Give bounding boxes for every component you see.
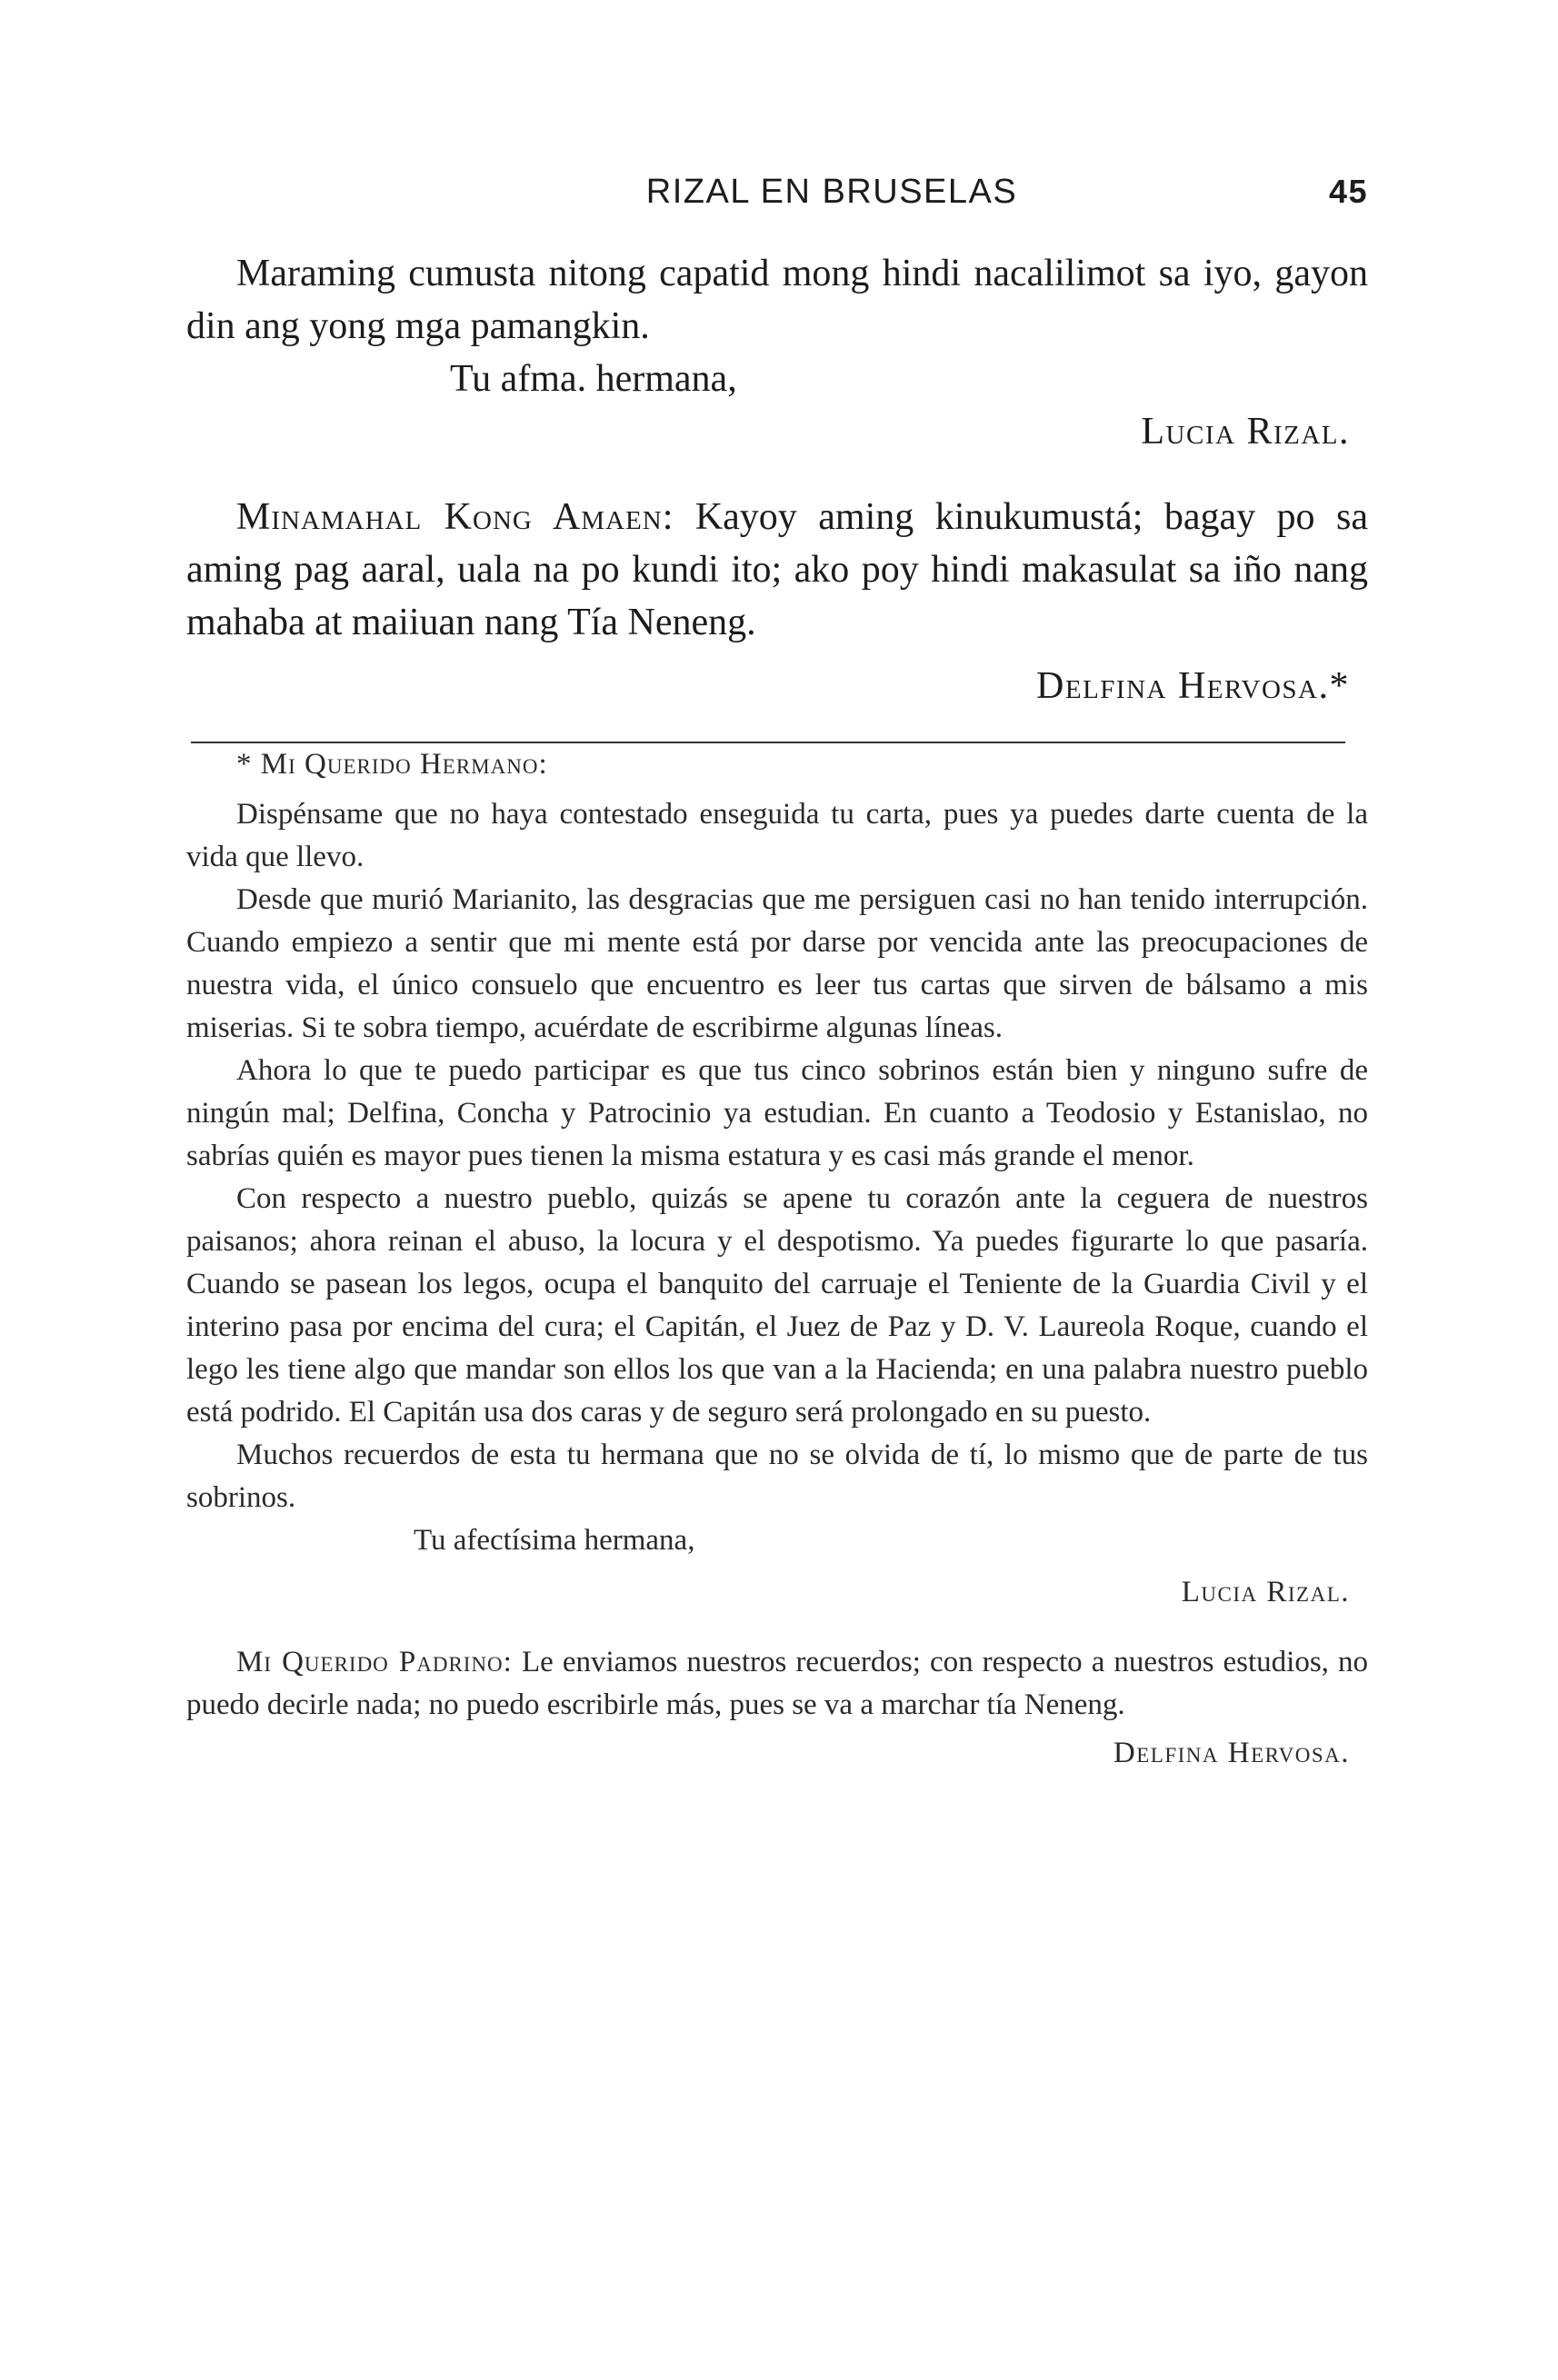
footnote-paragraph: Desde que murió Marianito, las desgracias que me persiguen casi no han tenido interrupción. Cuando empiezo a sentir que mi mente está por darse por vencida ante las preocupaciones de nuestra vida, el único consuelo que encuentro es leer tus cartas que sirven de bálsamo a mis miserias. Si te sobra tiempo, acuérdate de escribirme algunas líneas. [186,883,1368,1044]
footnote-paragraph: Con respecto a nuestro pueblo, quizás se apene tu corazón ante la ceguera de nuestros paisanos; ahora reinan el abuso, la locura y el despotismo. Ya puedes figurarte lo que pasaría. Cuando se pasean los legos, ocupa el banquito del carruaje el Teniente de la Guardia Civil y el interino pasa por encima del cura; el Capitán, el Juez de Paz y D. V. Laureola Roque, cuando el lego les tiene algo que mandar son ellos los que van a la Hacienda; en una palabra nuestro pueblo está podrido. El Capitán usa dos caras y de seguro será prolongado en su puesto. [186,1182,1368,1429]
footnote-paragraph: Dispénsame que no haya contestado enseguida tu carta, pues ya puedes darte cuenta de la vida que llevo. [186,798,1368,873]
running-title: RIZAL EN BRUSELAS [645,173,1018,211]
letter-body [186,491,1368,649]
padrino-text: Le enviamos nuestros recuerdos; con respecto a nuestros estudios, no puedo decirle nada; no puedo escribirle más, pues se va a marchar tía Neneng. [186,1646,1369,1721]
letter-delfina-tagalog [186,491,1368,712]
padrino-salutation: Mi Querido Padrino: [236,1646,513,1678]
letter-lucia-tagalog [186,247,1368,458]
footnote-signature: Lucia Rizal. [1181,1576,1350,1608]
footnote-paragraph: Muchos recuerdos de esta tu hermana que no se olvida de tí, lo mismo que de parte de tus sobrinos. [186,1439,1368,1514]
letter-signature: Delfina Hervosa.* [1036,665,1350,707]
footnote-salutation: * Mi Querido Hermano: [236,748,548,781]
padrino-signature: Delfina Hervosa. [1113,1737,1350,1769]
footnote [186,743,1368,1775]
book-page [186,173,1368,1775]
letter-salutation: Minamahal Kong Amaen: [236,496,674,538]
letter-body: Maraming cumusta nitong capatid mong hindi nacalilimot sa iyo, gayon din ang yong mga pamangkin. [186,253,1368,347]
footnote-paragraph: Ahora lo que te puedo participar es que tus cinco sobrinos están bien y ninguno sufre de ningún mal; Delfina, Concha y Patrocinio ya estudian. En cuanto a Teodosio y Estanislao, no sabrías quién es mayor pues tienen la misma estatura y es casi más grande el menor. [186,1054,1368,1172]
page-number: 45 [1328,173,1368,210]
letter-text: Kayoy aming kinukumustá; bagay po sa aming pag aaral, uala na po kundi ito; ako poy hindi makasulat sa iño nang mahaba at maiiuan nang Tía Neneng. [186,496,1368,643]
letter-signature: Lucia Rizal. [1141,411,1350,453]
footnote-closing: Tu afectísima hermana, [414,1524,695,1557]
running-header [186,173,1368,227]
padrino-letter [186,1641,1368,1727]
letter-closing: Tu afma. hermana, [450,358,737,400]
